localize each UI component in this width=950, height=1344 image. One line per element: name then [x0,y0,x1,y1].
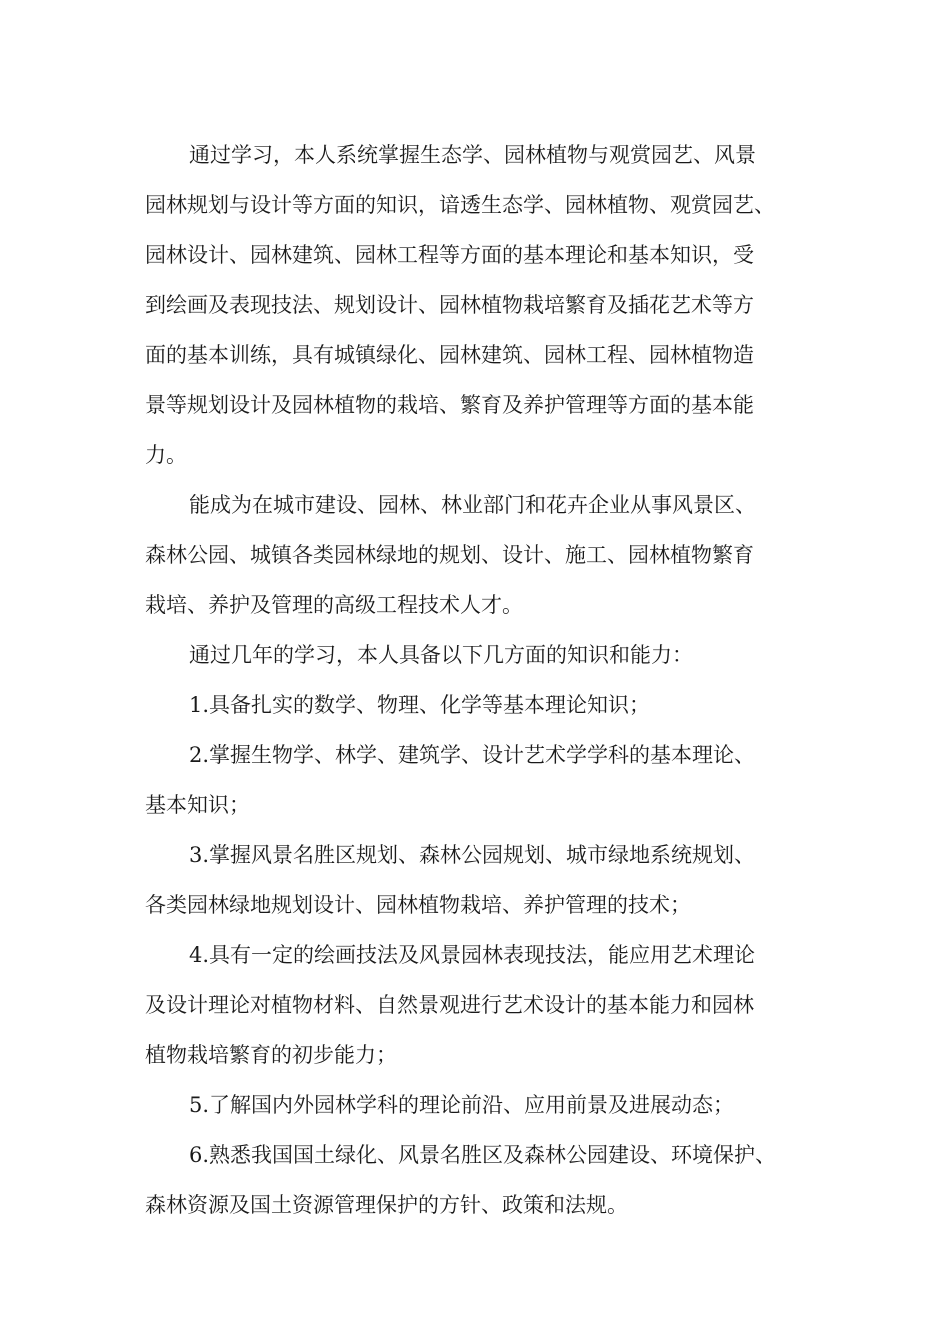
list-item: 3.掌握风景名胜区规划、森林公园规划、城市绿地系统规划、 [189,843,756,867]
text-line: 森林公园、城镇各类园林绿地的规划、设计、施工、园林植物繁育 [145,543,754,567]
text-line: 栽培、养护及管理的高级工程技术人才。 [145,593,523,617]
text-line: 面的基本训练，具有城镇绿化、园林建筑、园林工程、园林植物造 [145,343,754,367]
list-item: 6.熟悉我国国土绿化、风景名胜区及森林公园建设、环境保护、 [189,1143,777,1167]
text-line: 及设计理论对植物材料、自然景观进行艺术设计的基本能力和园林 [145,993,754,1017]
list-item: 1.具备扎实的数学、物理、化学等基本理论知识； [189,693,651,717]
text-line: 力。 [145,443,187,467]
text-line: 园林设计、园林建筑、园林工程等方面的基本理论和基本知识，受 [145,243,754,267]
list-item: 4.具有一定的绘画技法及风景园林表现技法，能应用艺术理论 [189,943,756,967]
list-item: 2.掌握生物学、林学、建筑学、设计艺术学学科的基本理论、 [189,743,756,767]
text-line: 植物栽培繁育的初步能力； [145,1043,397,1067]
text-line: 景等规划设计及园林植物的栽培、繁育及养护管理等方面的基本能 [145,393,754,417]
text-line: 森林资源及国土资源管理保护的方针、政策和法规。 [145,1193,628,1217]
text-line: 园林规划与设计等方面的知识，谙透生态学、园林植物、观赏园艺、 [145,193,775,217]
text-line: 各类园林绿地规划设计、园林植物栽培、养护管理的技术； [145,893,691,917]
text-line: 通过几年的学习，本人具备以下几方面的知识和能力： [189,643,693,667]
text-line: 到绘画及表现技法、规划设计、园林植物栽培繁育及插花艺术等方 [145,293,754,317]
text-line: 通过学习，本人系统掌握生态学、园林植物与观赏园艺、风景 [189,143,756,167]
list-item: 5.了解国内外园林学科的理论前沿、应用前景及进展动态； [189,1093,735,1117]
text-line: 基本知识； [145,793,250,817]
document-body [145,130,825,1230]
text-line: 能成为在城市建设、园林、林业部门和花卉企业从事风景区、 [189,493,756,517]
